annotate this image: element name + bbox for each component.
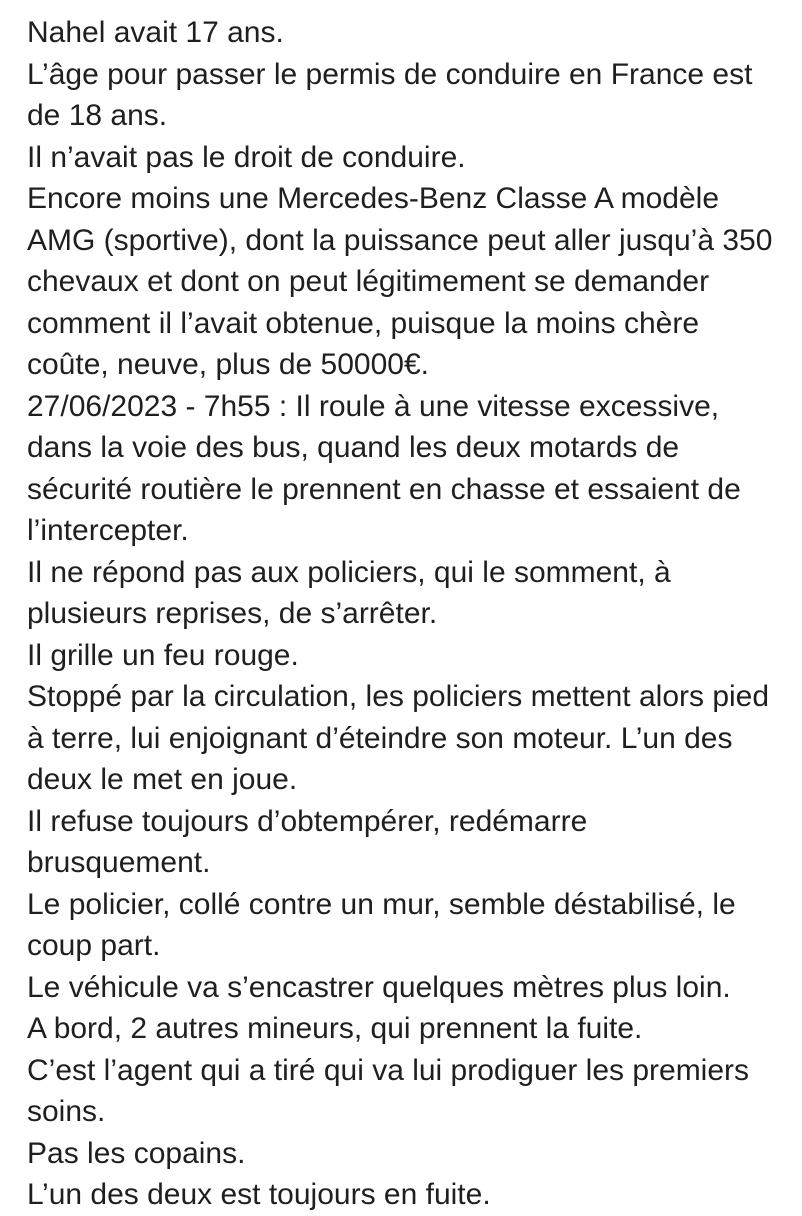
paragraph-7: Il grille un feu rouge. bbox=[27, 638, 299, 672]
paragraph-6: Il ne répond pas aux policiers, qui le somment, à plusieurs reprises, de s’arrêter. bbox=[27, 555, 671, 630]
paragraph-10: Le policier, collé contre un mur, semble déstabilisé, le coup part. bbox=[27, 887, 736, 962]
paragraph-4: Encore moins une Mercedes-Benz Classe A modèle AMG (sportive), dont la puissance peut aller jusqu’à 350 chevaux et dont on peut légitimement se demander comment il l’avait obtenue, puisque la moins chère coûte, neuve, plus de 50000€. bbox=[27, 182, 773, 381]
paragraph-2: L’âge pour passer le permis de conduire en France est de 18 ans. bbox=[27, 57, 753, 132]
paragraph-3: Il n’avait pas le droit de conduire. bbox=[27, 140, 466, 174]
post-text-body bbox=[27, 12, 776, 1216]
paragraph-14: Pas les copains. bbox=[27, 1136, 246, 1170]
paragraph-8: Stoppé par la circulation, les policiers mettent alors pied à terre, lui enjoignant d’éteindre son moteur. L’un des deux le met en joue. bbox=[27, 680, 770, 796]
paragraph-13: C’est l’agent qui a tiré qui va lui prodiguer les premiers soins. bbox=[27, 1053, 750, 1128]
paragraph-5: 27/06/2023 - 7h55 : Il roule à une vitesse excessive, dans la voie des bus, quand les deux motards de sécurité routière le prennent en chasse et essaient de l’intercepter. bbox=[27, 389, 741, 547]
paragraph-12: A bord, 2 autres mineurs, qui prennent la fuite. bbox=[27, 1012, 643, 1045]
paragraph-9: Il refuse toujours d’obtempérer, redémarre brusquement. bbox=[27, 804, 588, 879]
paragraph-11: Le véhicule va s’encastrer quelques mètres plus loin. bbox=[27, 970, 731, 1004]
paragraph-1: Nahel avait 17 ans. bbox=[27, 16, 284, 49]
paragraph-15: L’un des deux est toujours en fuite. bbox=[27, 1178, 491, 1211]
